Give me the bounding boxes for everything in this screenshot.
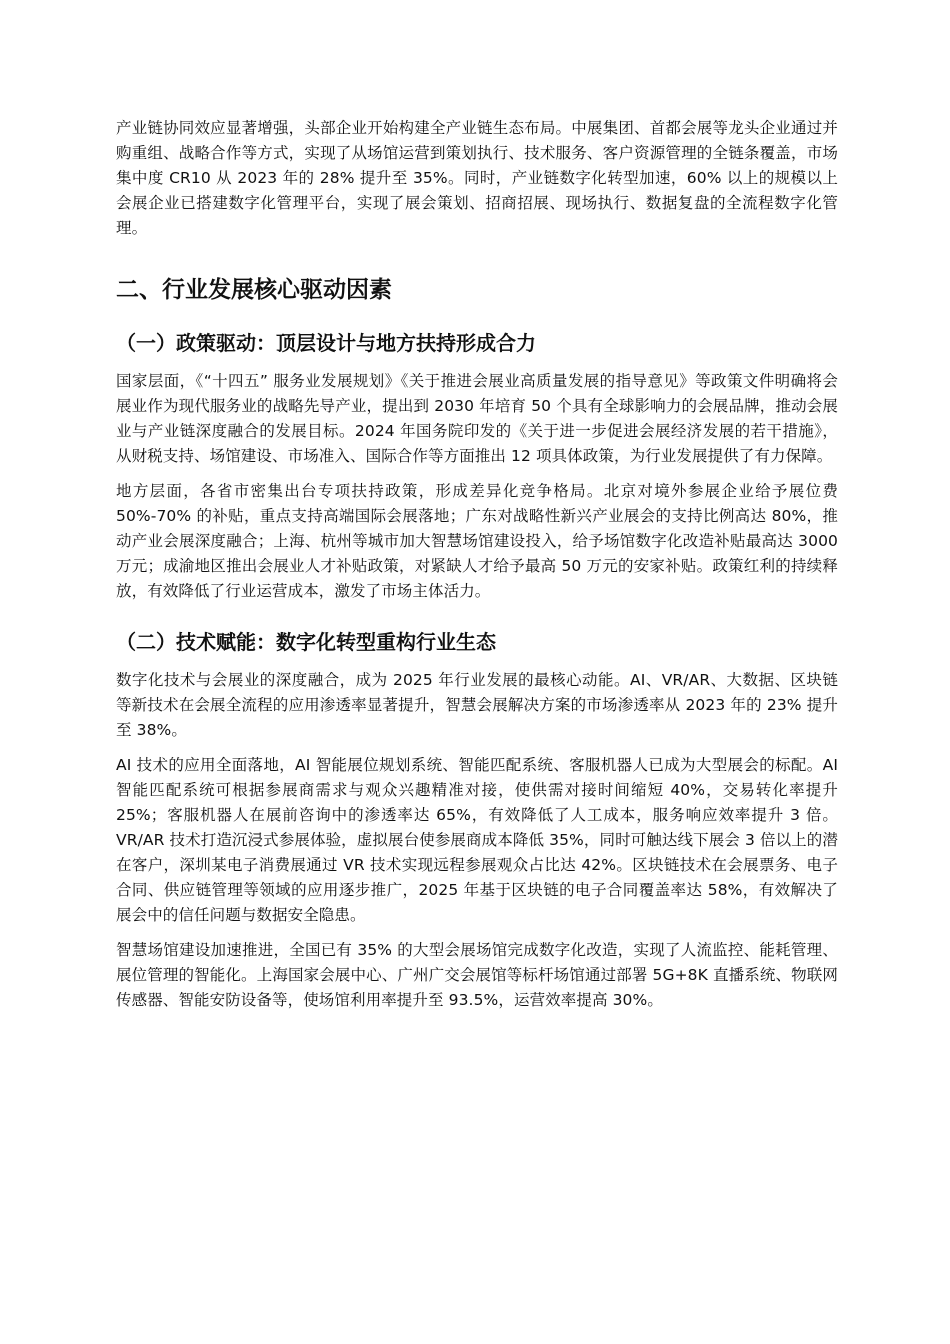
tech-intro-paragraph: 数字化技术与会展业的深度融合，成为 2025 年行业发展的最核心动能。AI、VR/AR、大数据、区块链等新技术在会展全流程的应用渗透率显著提升，智慧会展解决方案的市场渗透率从 2023 年的 23% 提升至 38%。 [116,671,838,739]
policy-national-paragraph: 国家层面，《“十四五” 服务业发展规划》《关于推进会展业高质量发展的指导意见》等政策文件明确将会展业作为现代服务业的战略先导产业，提出到 2030 年培育 50 个具有全球影响力的会展品牌，推动会展业与产业链深度融合的发展目标。2024 年国务院印发的《关于进一步促进会展经济发展的若干措施》，从财税支持、场馆建设、市场准入、国际合作等方面推出 12 项具体政策，为行业发展提供了有力保障。 [116,372,838,465]
smart-venue-paragraph: 智慧场馆建设加速推进，全国已有 35% 的大型会展场馆完成数字化改造，实现了人流监控、能耗管理、展位管理的智能化。上海国家会展中心、广州广交会展馆等标杆场馆通过部署 5G+8K 直播系统、物联网传感器、智能安防设备等，使场馆利用率提升至 93.5%，运营效率提高 30%。 [116,941,838,1009]
tech-ai-paragraph: AI 技术的应用全面落地，AI 智能展位规划系统、智能匹配系统、客服机器人已成为大型展会的标配。AI 智能匹配系统可根据参展商需求与观众兴趣精准对接，使供需对接时间缩短 40%，交易转化率提升 25%；客服机器人在展前咨询中的渗透率达 65%，有效降低了人工成本，服务响应效率提升 3 倍。VR/AR 技术打造沉浸式参展体验，虚拟展台使参展商成本降低 35%，同时可触达线下展会 3 倍以上的潜在客户，深圳某电子消费展通过 VR 技术实现远程参展观众占比达 42%。区块链技术在会展票务、电子合同、供应链管理等领域的应用逐步推广，2025 年基于区块链的电子合同覆盖率达 58%，有效解决了展会中的信任问题与数据安全隐患。 [116,756,838,924]
section-heading-drivers: 二、行业发展核心驱动因素 [116,277,392,303]
policy-local-paragraph: 地方层面，各省市密集出台专项扶持政策，形成差异化竞争格局。北京对境外参展企业给予展位费 50%-70% 的补贴，重点支持高端国际会展落地；广东对战略性新兴产业展会的支持比例高达 80%，推动产业会展深度融合；上海、杭州等城市加大智慧场馆建设投入，给予场馆数字化改造补贴最高达 3000 万元；成渝地区推出会展业人才补贴政策，对紧缺人才给予最高 50 万元的安家补贴。政策红利的持续释放，有效降低了行业运营成本，激发了市场主体活力。 [116,482,838,600]
intro-paragraph: 产业链协同效应显著增强，头部企业开始构建全产业链生态布局。中展集团、首都会展等龙头企业通过并购重组、战略合作等方式，实现了从场馆运营到策划执行、技术服务、客户资源管理的全链条覆盖，市场集中度 CR10 从 2023 年的 28% 提升至 35%。同时，产业链数字化转型加速，60% 以上的规模以上会展企业已搭建数字化管理平台，实现了展会策划、招商招展、现场执行、数据复盘的全流程数字化管理。 [116,119,838,237]
subsection-heading-tech: （二）技术赋能：数字化转型重构行业生态 [116,630,496,654]
subsection-heading-policy: （一）政策驱动：顶层设计与地方扶持形成合力 [116,331,536,355]
document-body [116,116,838,1013]
